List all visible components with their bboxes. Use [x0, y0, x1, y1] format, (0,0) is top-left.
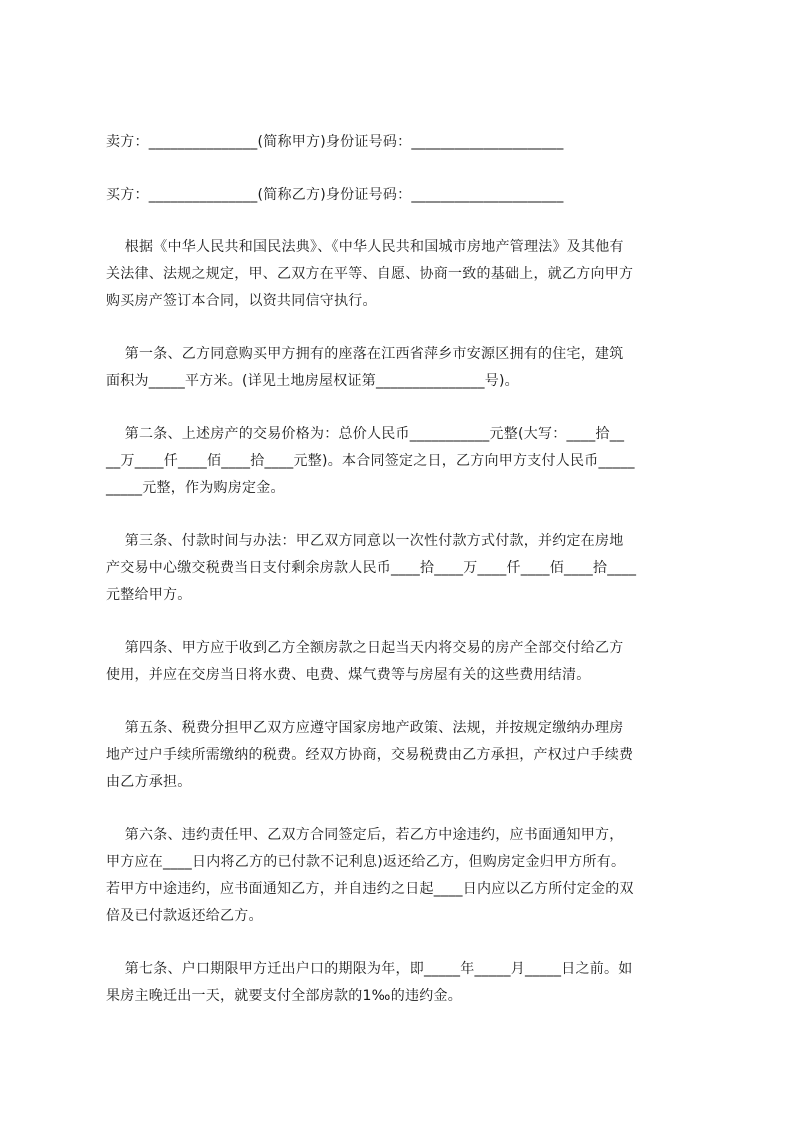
article-1-line-1: 第一条、乙方同意购买甲方拥有的座落在江西省萍乡市安源区拥有的住宅，建筑 — [106, 346, 624, 362]
article-2-line-1: 第二条、上述房产的交易价格为：总价人民币___________元整(大写：____拾__ — [106, 426, 625, 442]
seller-line: 卖方：_______________(简称甲方)身份证号码：_____________________ — [106, 134, 564, 150]
preamble-line-2: 关法律、法规之规定，甲、乙双方在平等、自愿、协商一致的基础上，就乙方向甲方 — [106, 266, 634, 282]
article-4-line-1: 第四条、甲方应于收到乙方全额房款之日起当天内将交易的房产全部交付给乙方 — [106, 640, 624, 656]
article-6-line-2: 甲方应在____日内将乙方的已付款不记利息)返还给乙方，但购房定金归甲方所有。 — [106, 854, 626, 870]
buyer-line: 买方：_______________(简称乙方)身份证号码：_____________________ — [106, 187, 564, 203]
article-5-line-3: 由乙方承担。 — [106, 774, 192, 790]
article-7-line-2: 果房主晚迁出一天，就要支付全部房款的1‰的违约金。 — [106, 988, 462, 1004]
article-6-line-1: 第六条、违约责任甲、乙双方合同签定后，若乙方中途违约，应书面通知甲方， — [106, 827, 624, 843]
article-3-line-1: 第三条、付款时间与办法：甲乙双方同意以一次性付款方式付款，并约定在房地 — [106, 533, 624, 549]
article-6-line-4: 倍及已付款返还给乙方。 — [106, 908, 263, 924]
preamble-line-3: 购买房产签订本合同，以资共同信守执行。 — [106, 293, 377, 309]
article-7-line-1: 第七条、户口期限甲方迁出户口的期限为年，即_____年_____月_____日之前。如 — [106, 961, 633, 977]
article-5-line-2: 地产过户手续所需缴纳的税费。经双方协商，交易税费由乙方承担，产权过户手续费 — [106, 747, 634, 763]
article-2-line-3: _____元整，作为购房定金。 — [106, 480, 285, 496]
article-3-line-2: 产交易中心缴交税费当日支付剩余房款人民币____拾____万____仟____佰____拾____ — [106, 560, 637, 576]
article-5-line-1: 第五条、税费分担甲乙双方应遵守国家房地产政策、法规，并按规定缴纳办理房 — [106, 720, 624, 736]
article-2-line-2: __万____仟____佰____拾____元整)。本合同签定之日，乙方向甲方支付人民币_____ — [106, 453, 635, 469]
article-4-line-2: 使用，并应在交房当日将水费、电费、煤气费等与房屋有关的这些费用结清。 — [106, 667, 591, 683]
article-6-line-3: 若甲方中途违约，应书面通知乙方，并自违约之日起____日内应以乙方所付定金的双 — [106, 881, 634, 897]
article-1-line-2: 面积为_____平方米。(详见土地房屋权证第_______________号)。 — [106, 373, 519, 389]
preamble-line-1: 根据《中华人民共和国民法典》、《中华人民共和国城市房地产管理法》及其他有 — [106, 239, 624, 255]
article-3-line-3: 元整给甲方。 — [106, 587, 192, 603]
